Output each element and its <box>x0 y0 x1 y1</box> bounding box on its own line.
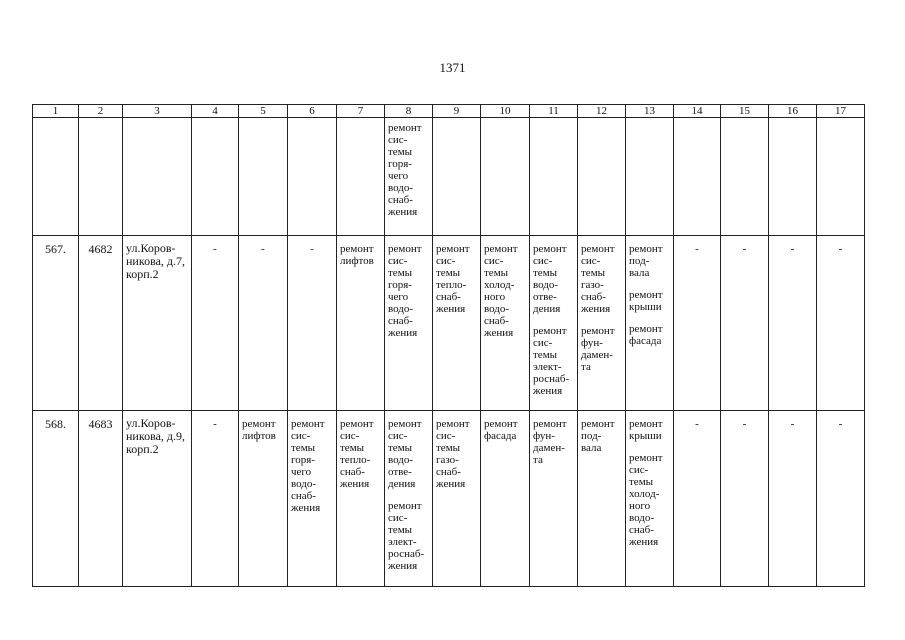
table-cell <box>123 118 192 236</box>
col-header-3: 3 <box>123 105 192 118</box>
col-header-13: 13 <box>626 105 674 118</box>
table-cell <box>481 118 530 236</box>
table-cell: - <box>288 236 337 411</box>
col-header-16: 16 <box>769 105 817 118</box>
col-header-2: 2 <box>79 105 123 118</box>
table-cell <box>481 411 530 587</box>
table-cell: - <box>192 236 239 411</box>
work-item: ремонт сис- темы газо- снаб- жения <box>581 243 615 315</box>
table-row <box>33 236 865 411</box>
table-cell <box>530 236 578 411</box>
table-cell <box>239 411 288 587</box>
building-code: 4682 <box>79 236 123 411</box>
address-cell: ул.Коров- никова, д.7, корп.2 <box>123 236 192 411</box>
table-cell <box>288 118 337 236</box>
work-item: ремонт лифтов <box>242 418 276 442</box>
table-cell <box>337 411 385 587</box>
table-cell <box>530 411 578 587</box>
table-cell <box>433 236 481 411</box>
table-cell <box>769 118 817 236</box>
table-cell <box>239 118 288 236</box>
table-cell <box>626 118 674 236</box>
table-cell <box>385 236 433 411</box>
work-item: ремонт сис- темы горя- чего водо- снаб- жения <box>291 418 325 514</box>
table-cell <box>33 118 79 236</box>
work-item: ремонт сис- темы холод- ного водо- снаб- жения <box>484 243 518 339</box>
table-cell <box>337 118 385 236</box>
col-header-15: 15 <box>721 105 769 118</box>
table-cell <box>721 118 769 236</box>
work-item: ремонт фун- дамен- та <box>581 325 615 373</box>
col-header-8: 8 <box>385 105 433 118</box>
table-cell: - <box>192 411 239 587</box>
col-header-5: 5 <box>239 105 288 118</box>
col-header-10: 10 <box>481 105 530 118</box>
table-cell: - <box>721 411 769 587</box>
work-item: ремонт сис- темы водо- отве- дения <box>388 418 422 490</box>
work-item: ремонт сис- темы холод- ного водо- снаб- жения <box>629 452 663 548</box>
work-item: ремонт крыши <box>629 418 663 442</box>
table-cell <box>578 411 626 587</box>
work-item: ремонт лифтов <box>340 243 374 267</box>
col-header-6: 6 <box>288 105 337 118</box>
table-cell <box>192 118 239 236</box>
work-item: ремонт фун- дамен- та <box>533 418 567 466</box>
col-header-7: 7 <box>337 105 385 118</box>
row-number: 567. <box>33 236 79 411</box>
table-cell <box>530 118 578 236</box>
col-header-1: 1 <box>33 105 79 118</box>
work-item: ремонт сис- темы горя- чего водо- снаб- жения <box>388 122 422 218</box>
column-number-header <box>33 105 865 118</box>
work-item: ремонт сис- темы элект- роснаб- жения <box>388 500 425 572</box>
table-cell <box>626 236 674 411</box>
table-cell: - <box>674 411 721 587</box>
table-cell <box>578 236 626 411</box>
table-cell <box>626 411 674 587</box>
work-item: ремонт сис- темы элект- роснаб- жения <box>533 325 570 397</box>
table-cell <box>385 118 433 236</box>
row-number: 568. <box>33 411 79 587</box>
work-item: ремонт крыши <box>629 289 663 313</box>
table-cell: - <box>769 236 817 411</box>
table-cell <box>79 118 123 236</box>
work-item: ремонт сис- темы тепло- снаб- жения <box>340 418 374 490</box>
table-cell <box>817 118 865 236</box>
table-cell: - <box>239 236 288 411</box>
col-header-17: 17 <box>817 105 865 118</box>
repair-schedule-table <box>32 104 865 587</box>
col-header-11: 11 <box>530 105 578 118</box>
table-cell <box>433 411 481 587</box>
page-number: 1371 <box>439 60 466 75</box>
table-row <box>33 411 865 587</box>
table-cell <box>481 236 530 411</box>
table-cell <box>578 118 626 236</box>
table-cell <box>385 411 433 587</box>
table-cell <box>433 118 481 236</box>
table-cell <box>288 411 337 587</box>
table-cell: - <box>721 236 769 411</box>
address-cell: ул.Коров- никова, д.9, корп.2 <box>123 411 192 587</box>
work-item: ремонт фасада <box>484 418 518 442</box>
work-item: ремонт под- вала <box>581 418 615 454</box>
col-header-12: 12 <box>578 105 626 118</box>
work-item: ремонт сис- темы газо- снаб- жения <box>436 418 470 490</box>
work-item: ремонт сис- темы тепло- снаб- жения <box>436 243 470 315</box>
work-item: ремонт фасада <box>629 323 663 347</box>
continuation-row <box>33 118 865 236</box>
table-cell: - <box>674 236 721 411</box>
col-header-14: 14 <box>674 105 721 118</box>
table-cell: - <box>817 411 865 587</box>
work-item: ремонт сис- темы водо- отве- дения <box>533 243 567 315</box>
col-header-4: 4 <box>192 105 239 118</box>
work-item: ремонт под- вала <box>629 243 663 279</box>
table-cell <box>337 236 385 411</box>
building-code: 4683 <box>79 411 123 587</box>
table-cell: - <box>769 411 817 587</box>
table-cell <box>674 118 721 236</box>
work-item: ремонт сис- темы горя- чего водо- снаб- жения <box>388 243 422 339</box>
col-header-9: 9 <box>433 105 481 118</box>
table-cell: - <box>817 236 865 411</box>
